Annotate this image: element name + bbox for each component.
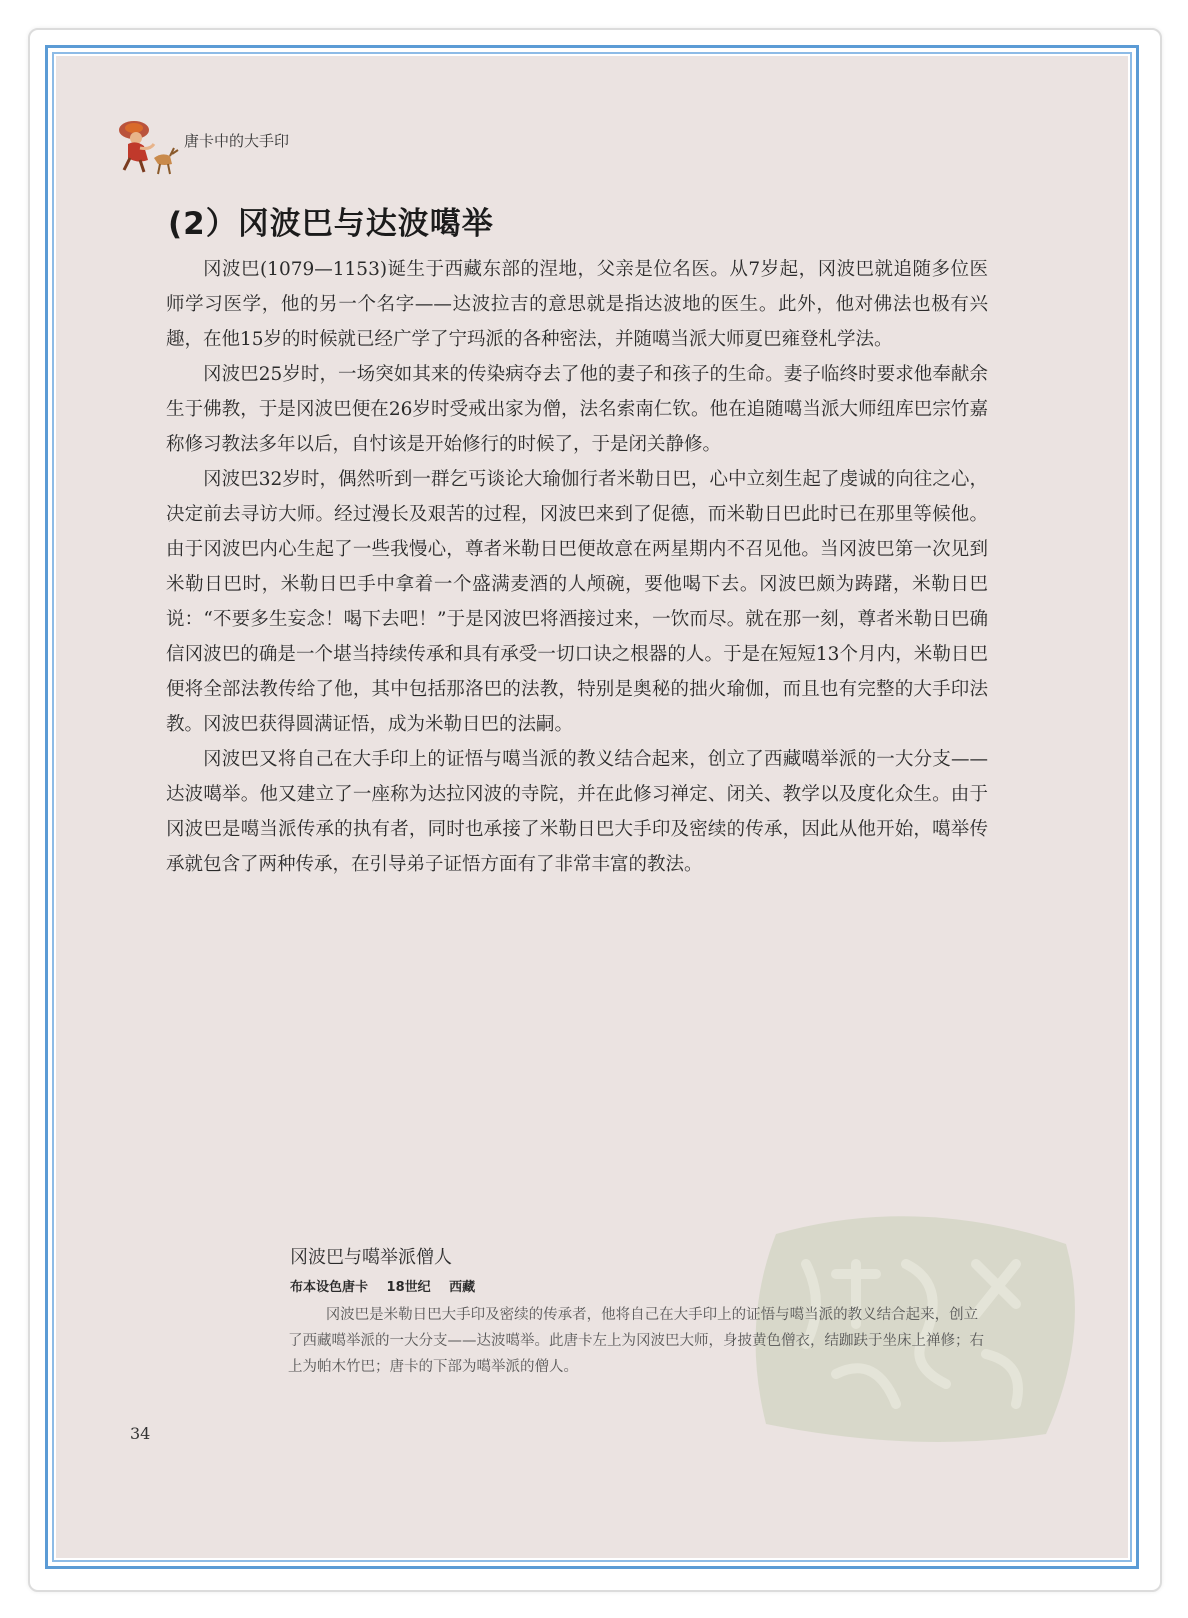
caption-text: 冈波巴是米勒日巴大手印及密续的传承者，他将自己在大手印上的证悟与噶当派的教义结合起来，创立了西藏噶举派的一大分支——达波噶举。此唐卡左上为冈波巴大师，身披黄色僧衣，结跏趺于坐床上禅修；右上为帕木竹巴；唐卡的下部为噶举派的僧人。 bbox=[288, 1307, 984, 1375]
paragraph: 冈波巴32岁时，偶然听到一群乞丐谈论大瑜伽行者米勒日巴，心中立刻生起了虔诚的向往之心，决定前去寻访大师。经过漫长及艰苦的过程，冈波巴来到了促德，而米勒日巴此时已在那里等候他。由于冈波巴内心生起了一些我慢心，尊者米勒日巴便故意在两星期内不召见他。当冈波巴第一次见到米勒日巴时，米勒日巴手中拿着一个盛满麦酒的人颅碗，要他喝下去。冈波巴颇为踌躇，米勒日巴说：“不要多生妄念！喝下去吧！”于是冈波巴将酒接过来，一饮而尽。就在那一刻，尊者米勒日巴确信冈波巴的确是一个堪当持续传承和具有承受一切口诀之根器的人。于是在短短13个月内，米勒日巴便将全部法教传给了他，其中包括那洛巴的法教，特别是奥秘的拙火瑜伽，而且也有完整的大手印法教。冈波巴获得圆满证悟，成为米勒日巴的法嗣。 bbox=[166, 469, 988, 735]
body-text bbox=[166, 252, 988, 882]
caption-body bbox=[288, 1302, 984, 1380]
dancing-figure-with-deer-icon bbox=[114, 108, 184, 178]
caption-meta bbox=[290, 1276, 489, 1295]
paragraph: 冈波巴25岁时，一场突如其来的传染病夺去了他的妻子和孩子的生命。妻子临终时要求他奉献余生于佛教，于是冈波巴便在26岁时受戒出家为僧，法名索南仁钦。他在追随噶当派大师纽库巴宗竹嘉称修习教法多年以后，自忖该是开始修行的时候了，于是闭关静修。 bbox=[166, 364, 988, 455]
running-header-title: 唐卡中的大手印 bbox=[184, 132, 290, 150]
paragraph: 冈波巴(1079—1153)诞生于西藏东部的涅地，父亲是位名医。从7岁起，冈波巴就追随多位医师学习医学，他的另一个名字——达波拉吉的意思就是指达波地的医生。此外，他对佛法也极有兴趣，在他15岁的时候就已经广学了宁玛派的各种密法，并随噶当派大师夏巴雍登札学法。 bbox=[166, 259, 988, 350]
paragraph: 冈波巴又将自己在大手印上的证悟与噶当派的教义结合起来，创立了西藏噶举派的一大分支——达波噶举。他又建立了一座称为达拉冈波的寺院，并在此修习禅定、闭关、教学以及度化众生。由于冈波巴是噶当派传承的执有者，同时也承接了米勒日巴大手印及密续的传承，因此从他开始，噶举传承就包含了两种传承，在引导弟子证悟方面有了非常丰富的教法。 bbox=[166, 749, 988, 875]
book-page bbox=[56, 56, 1128, 1558]
caption-origin: 西藏 bbox=[449, 1280, 476, 1295]
caption-period: 18世纪 bbox=[386, 1280, 431, 1295]
caption-medium: 布本设色唐卡 bbox=[290, 1280, 369, 1295]
page-number: 34 bbox=[130, 1424, 151, 1443]
caption-title: 冈波巴与噶举派僧人 bbox=[290, 1247, 452, 1268]
section-heading: (2）冈波巴与达波噶举 bbox=[168, 206, 494, 242]
